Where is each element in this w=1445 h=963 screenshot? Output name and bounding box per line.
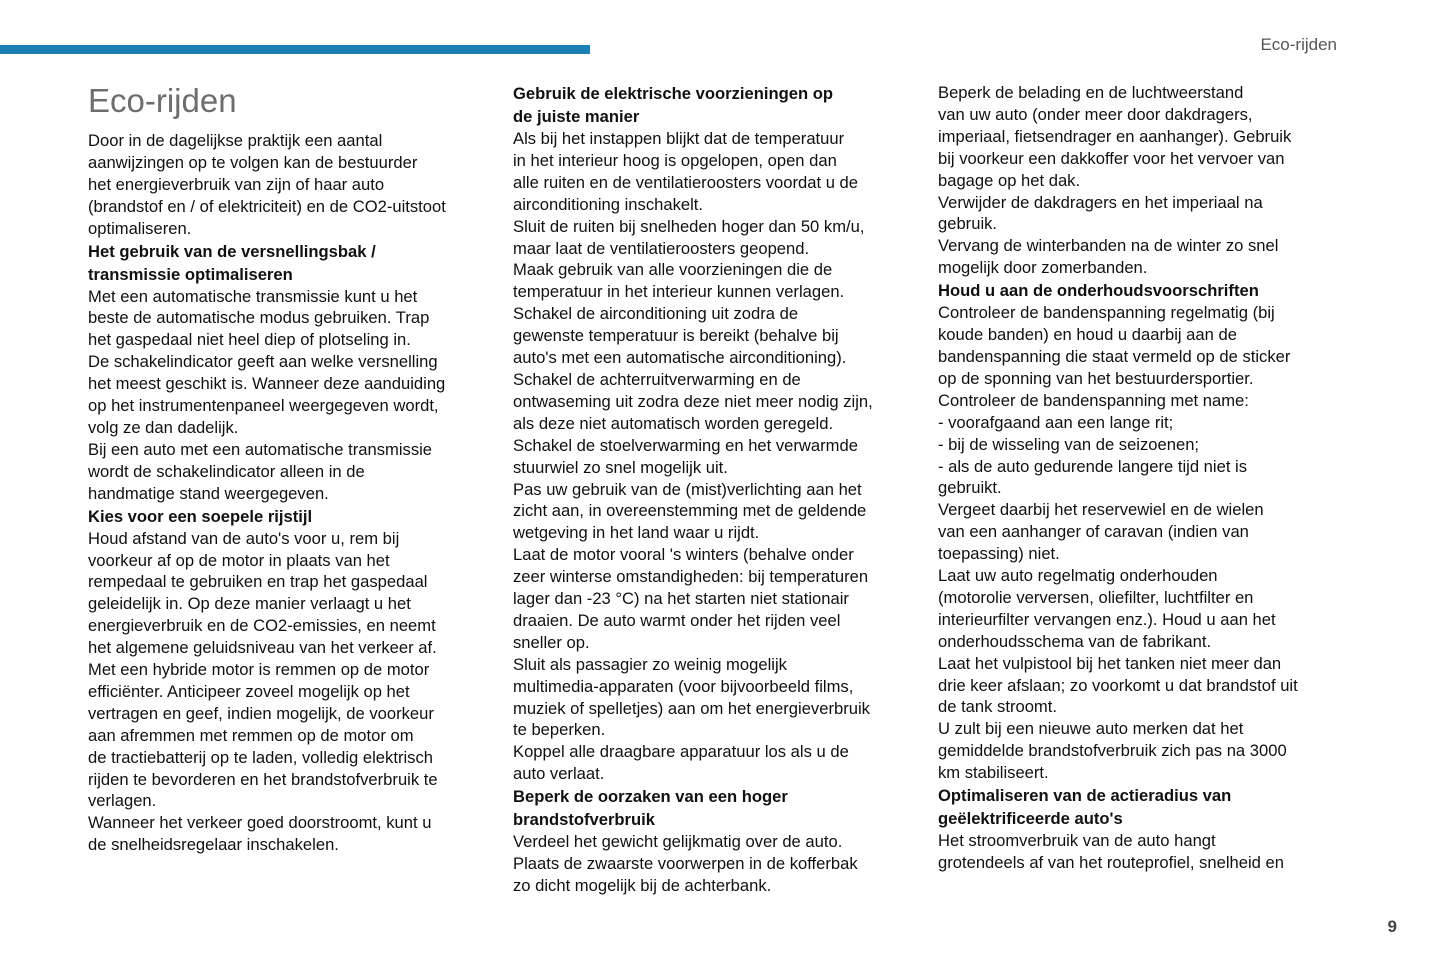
range-paragraph: Het stroomverbruik van de auto hangt grotendeels af van het routeprofiel, snelheid en [938, 831, 1284, 872]
intro-paragraph: Door in de dagelijkse praktijk een aantal aanwijzingen op te volgen kan de bestuurder het energieverbruik van zijn of haar auto (brandstof en / of elektriciteit) en de CO2-uitstoot optimaliseren. [88, 131, 446, 238]
section-heading-electrical: Gebruik de elektrische voorzieningen op de juiste manier [513, 84, 833, 126]
page-title: Eco-rijden [88, 82, 237, 119]
section-heading-transmission: Het gebruik van de versnellingsbak / transmissie optimaliseren [88, 241, 376, 284]
column-left [88, 80, 484, 856]
driving-style-paragraph: Houd afstand van de auto's voor u, rem bij voorkeur af op de motor in plaats van het rempedaal te gebruiken en trap het gaspedaal geleidelijk in. Op deze manier verlaagt u het energieverbruik en de CO2-emissies, en neemt het algemene geluidsniveau van het verkeer af. Met een hybride motor is remmen op de motor efficiënter. Anticipeer zoveel mogelijk op het vertragen en geef, indien mogelijk, de voorkeur aan afremmen met remmen op de motor om de tractiebatterij op te laden, volledig elektrisch rijden te bevorderen en het brandstofverbruik te verlagen. Wanneer het verkeer goed doorstroomt, kunt u de snelheidsregelaar inschakelen. [88, 528, 438, 855]
running-header: Eco-rijden [1260, 35, 1337, 54]
section-heading-maintenance: Houd u aan de onderhoudsvoorschriften [938, 281, 1259, 301]
page-number: 9 [1387, 917, 1397, 936]
header-accent-bar [0, 45, 590, 54]
section-heading-driving-style: Kies voor een soepele rijstijl [88, 506, 313, 526]
transmission-paragraph: Met een automatische transmissie kunt u het beste de automatische modus gebruiken. Trap het gaspedaal niet heel diep of plotseling in. De schakelindicator geeft aan welke versnelling het meest geschikt is. Wanneer deze aanduiding op het instrumentenpaneel weergegeven wordt, volg ze dan dadelijk. Bij een auto met een automatische transmissie wordt de schakelindicator alleen in de handmatige stand weergegeven. [88, 286, 446, 503]
column-middle [513, 82, 911, 897]
section-heading-range: Optimaliseren van de actieradius van geëlektrificeerde auto's [938, 786, 1232, 829]
electrical-paragraph: Als bij het instappen blijkt dat de temperatuur in het interieur hoog is opgelopen, open dan alle ruiten en de ventilatieroosters voordat u de airconditioning inschakelt. Sluit de ruiten bij snelheden hoger dan 50 km/u, maar laat de ventilatieroosters geopend. Maak gebruik van alle voorzieningen die de temperatuur in het interieur kunnen verlagen. Schakel de airconditioning uit zodra de gewenste temperatuur is bereikt (behalve bij auto's met een automatische airconditioning). Schakel de achterruitverwarming en de ontwaseming uit zodra deze niet meer nodig zijn, als deze niet automatisch worden geregeld. Schakel de stoelverwarming en het verwarmde stuurwiel zo snel mogelijk uit. Pas uw gebruik van de (mist)verlichting aan het zicht aan, in overeenstemming met de geldende wetgeving in het land waar u rijdt. Laat de motor vooral 's winters (behalve onder zeer winterse omstandigheden: bij temperaturen lager dan -23 °C) na het starten niet stationair draaien. De auto warmt onder het rijden veel sneller op. Sluit als passagier zo weinig mogelijk multimedia-apparaten (voor bijvoorbeeld films, muziek of spelletjes) aan om het energieverbruik te beperken. Koppel alle draagbare apparatuur los als u de auto verlaat. [513, 129, 873, 784]
section-heading-consumption: Beperk de oorzaken van een hoger brandstofverbruik [513, 787, 788, 830]
consumption-paragraph: Verdeel het gewicht gelijkmatig over de auto. Plaats de zwaarste voorwerpen in de kofferbak zo dicht mogelijk bij de achterbank. [513, 832, 858, 895]
column-right [938, 82, 1336, 874]
maintenance-paragraph: Controleer de bandenspanning regelmatig (bij koude banden) en houd u daarbij aan de bandenspanning die staat vermeld op de sticker op de sponning van het bestuurdersportier. Controleer de bandenspanning met name: - voorafgaand aan een lange rit; - bij de wisseling van de seizoenen; - als de auto gedurende langere tijd niet is gebruikt. Vergeet daarbij het reservewiel en de wielen van een aanhanger of caravan (indien van toepassing) niet. Laat uw auto regelmatig onderhouden (motorolie verversen, oliefilter, luchtfilter en interieurfilter vervangen enz.). Houd u aan het onderhoudsschema van de fabrikant. Laat het vulpistool bij het tanken niet meer dan drie keer afslaan; zo voorkomt u dat brandstof uit de tank stroomt. U zult bij een nieuwe auto merken dat het gemiddelde brandstofverbruik zich pas na 3000 km stabiliseert. [938, 303, 1298, 783]
load-paragraph: Beperk de belading en de luchtweerstand van uw auto (onder meer door dakdragers, imperiaal, fietsendrager en aanhanger). Gebruik bij voorkeur een dakkoffer voor het vervoer van bagage op het dak. Verwijder de dakdragers en het imperiaal na gebruik. Vervang de winterbanden na de winter zo snel mogelijk door zomerbanden. [938, 83, 1292, 278]
